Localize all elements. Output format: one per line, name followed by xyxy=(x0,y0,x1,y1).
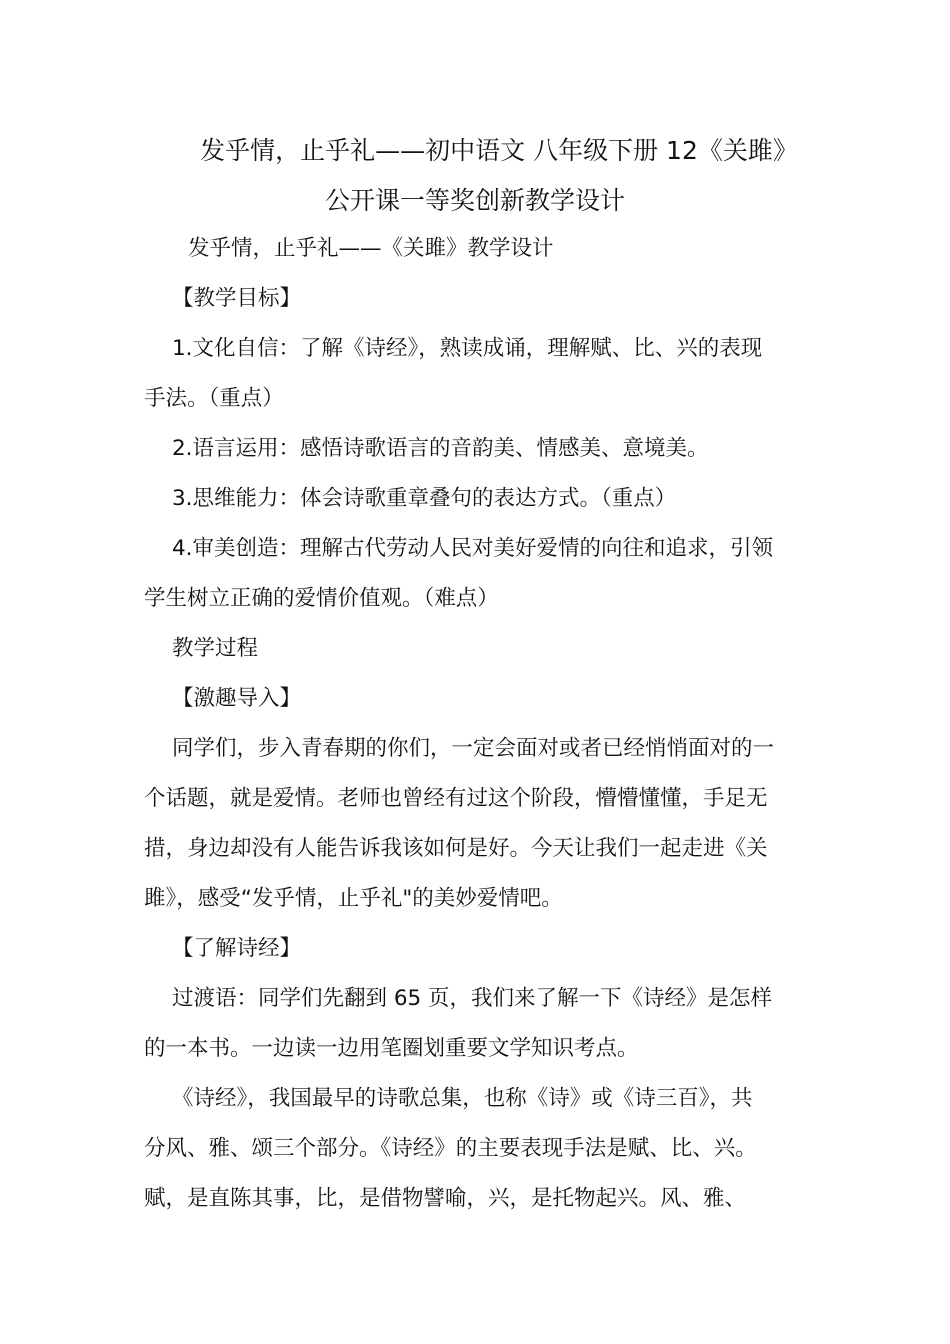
paragraph-line: 手法。（重点） xyxy=(144,386,284,411)
paragraph-line: 赋，是直陈其事，比，是借物譬喻，兴，是托物起兴。风、雅、 xyxy=(144,1186,747,1211)
section-heading-objectives: 【教学目标】 xyxy=(172,286,302,311)
section-heading-intro: 【激趣导入】 xyxy=(172,686,302,711)
paragraph-line: 《诗经》，我国最早的诗歌总集，也称《诗》或《诗三百》，共 xyxy=(172,1086,753,1111)
paragraph-line: 同学们，步入青春期的你们，一定会面对或者已经悄悄面对的一 xyxy=(172,736,775,761)
paragraph-line: 措，身边却没有人能告诉我该如何是好。今天让我们一起走进《关 xyxy=(144,836,768,861)
paragraph-line: 学生树立正确的爱情价值观。（难点） xyxy=(144,586,499,611)
paragraph-line: 分风、雅、颂三个部分。《诗经》的主要表现手法是赋、比、兴。 xyxy=(144,1136,757,1161)
paragraph-line: 雎》，感受“发乎情，止乎礼"的美妙爱情吧。 xyxy=(144,886,563,911)
paragraph-line: 4.审美创造：理解古代劳动人民对美好爱情的向往和追求，引领 xyxy=(172,536,774,561)
paragraph-line: 的一本书。一边读一边用笔圈划重要文学知识考点。 xyxy=(144,1036,639,1061)
paragraph-line: 2.语言运用：感悟诗歌语言的音韵美、情感美、意境美。 xyxy=(172,436,709,461)
section-heading-shijing: 【了解诗经】 xyxy=(172,936,302,961)
document-title-line-2: 公开课一等奖创新教学设计 xyxy=(324,186,625,215)
paragraph-line: 1.文化自信：了解《诗经》，熟读成诵，理解赋、比、兴的表现 xyxy=(172,336,763,361)
paragraph-line: 过渡语：同学们先翻到 65 页，我们来了解一下《诗经》是怎样 xyxy=(172,986,773,1011)
subtitle: 发乎情，止乎礼——《关雎》教学设计 xyxy=(188,236,554,261)
section-heading-process: 教学过程 xyxy=(172,636,259,661)
paragraph-line: 个话题，就是爱情。老师也曾经有过这个阶段，懵懵懂懂，手足无 xyxy=(144,786,768,811)
document-title-line-1: 发乎情，止乎礼——初中语文 八年级下册 12《关雎》 xyxy=(200,136,798,165)
paragraph-line: 3.思维能力：体会诗歌重章叠句的表达方式。（重点） xyxy=(172,486,677,511)
